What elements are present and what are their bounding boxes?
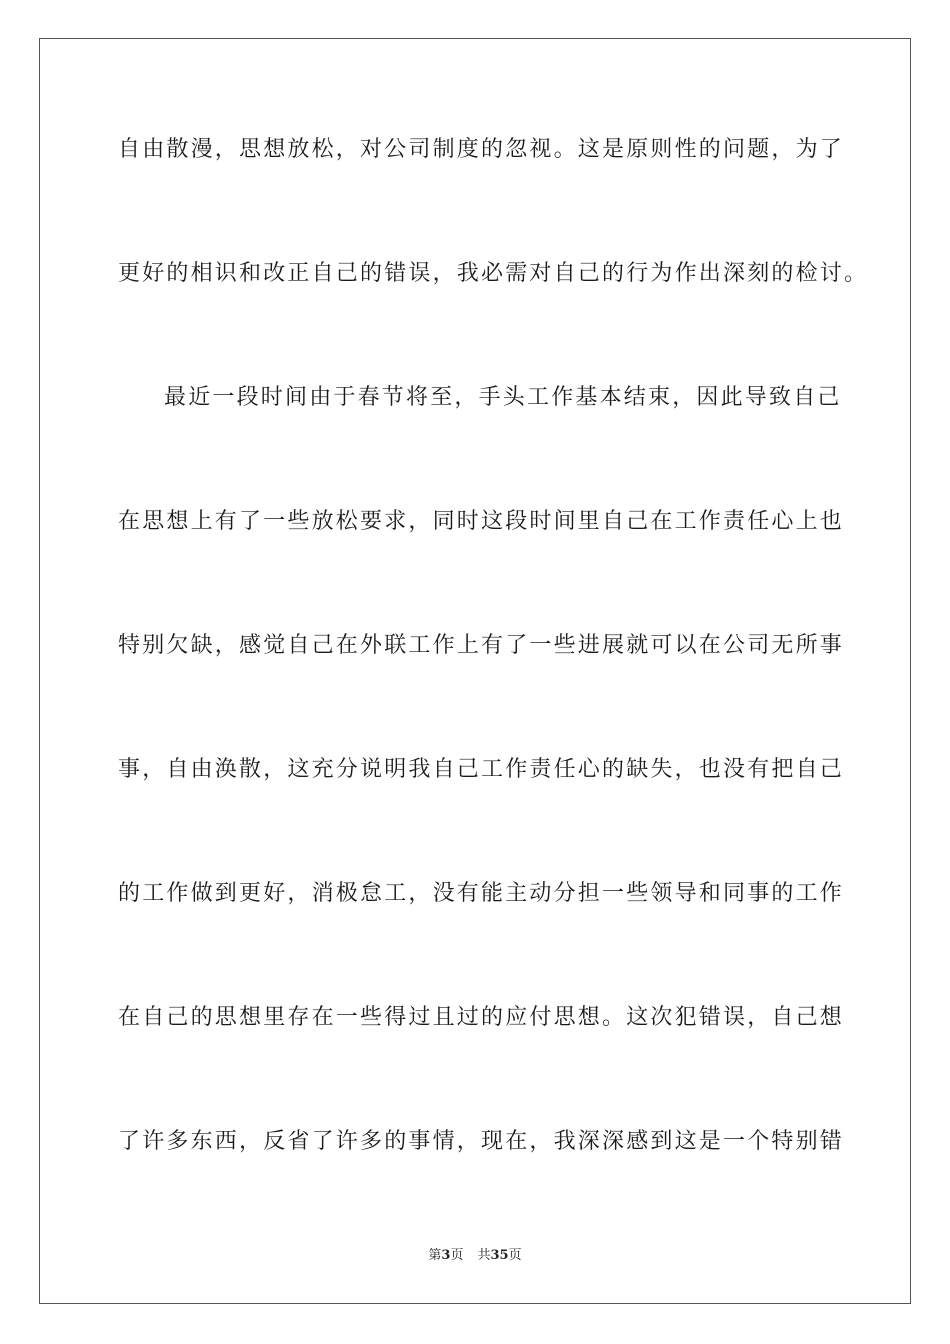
text-line: 了许多东西，反省了许多的事情，现在，我深深感到这是一个特别错	[118, 1129, 845, 1154]
text-line: 事，自由涣散，这充分说明我自己工作责任心的缺失，也没有把自己	[118, 757, 845, 782]
page-border	[39, 38, 911, 1304]
text-line: 在自己的思想里存在一些得过且过的应付思想。这次犯错误，自己想	[118, 1005, 845, 1030]
page-footer	[0, 1248, 950, 1264]
page-number: 3	[441, 1248, 451, 1263]
text-line: 在思想上有了一些放松要求，同时这段时间里自己在工作责任心上也	[118, 509, 845, 534]
text-line: 的工作做到更好，消极怠工，没有能主动分担一些领导和同事的工作	[118, 881, 845, 906]
text-line: 特别欠缺，感觉自己在外联工作上有了一些进展就可以在公司无所事	[118, 633, 845, 658]
page-suffix: 页	[450, 1248, 464, 1263]
page-prefix: 第	[428, 1248, 442, 1263]
text-line: 最近一段时间由于春节将至，手头工作基本结束，因此导致自己	[164, 385, 842, 410]
total-prefix: 共	[477, 1248, 491, 1263]
text-line: 自由散漫，思想放松，对公司制度的忽视。这是原则性的问题，为了	[118, 137, 845, 162]
total-pages: 35	[490, 1248, 509, 1263]
text-line: 更好的相识和改正自己的错误，我必需对自己的行为作出深刻的检讨。	[118, 261, 869, 286]
total-suffix: 页	[508, 1248, 522, 1263]
